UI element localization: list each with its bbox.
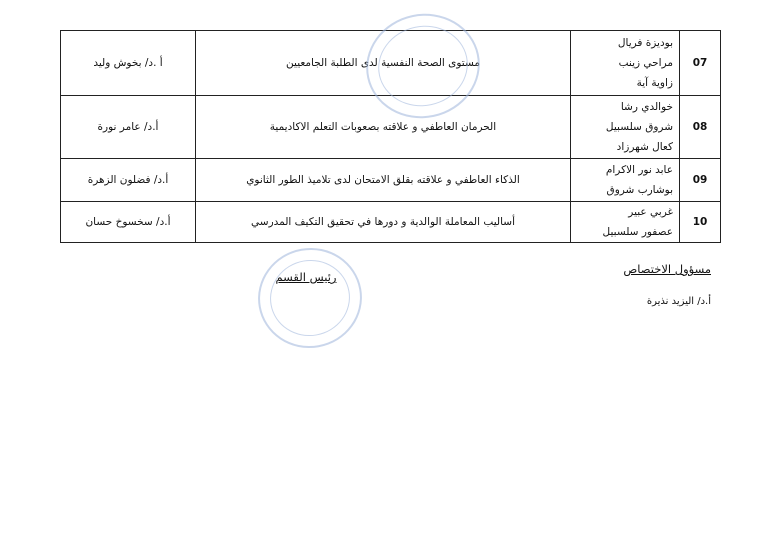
supervisor-name: أ .د/ بخوش وليد [61,31,196,96]
thesis-title: أساليب المعاملة الوالدية و دورها في تحقيق التكيف المدرسي [196,202,571,243]
students-cell [571,96,680,159]
stamp-inner-ring [264,254,356,343]
table-row [61,159,721,202]
row-number: 09 [680,159,721,202]
student-name: شروق سلسبيل [605,121,673,133]
supervisor-name: أ.د/ سخسوخ حسان [61,202,196,243]
thesis-title: الحرمان العاطفي و علاقته بصعوبات التعلم الاكاديمية [196,96,571,159]
supervisor-name: أ.د/ فضلون الزهرة [61,159,196,202]
table-row [61,202,721,243]
student-name: زاوية آية [636,77,673,89]
student-name: عصفور سلسبيل [602,226,673,238]
student-name: بوديزة فريال [617,37,673,49]
row-number: 10 [680,202,721,243]
student-name: كعال شهرزاد [616,141,673,153]
student-name: مراحي زينب [618,57,673,69]
thesis-title: الذكاء العاطفي و علاقته بقلق الامتحان لدى تلاميذ الطور الثانوي [196,159,571,202]
department-head-role: رئيس القسم [275,270,337,284]
stamp-inner-ring [371,18,476,115]
thesis-title: مستوى الصحة النفسية لدى الطلبة الجامعيين [196,31,571,96]
supervisor-name: أ.د/ عامر نورة [61,96,196,159]
student-name: خوالدي رشا [620,101,673,113]
students-cell [571,31,680,96]
department-stamp [250,240,370,357]
row-number: 08 [680,96,721,159]
row-number: 07 [680,31,721,96]
student-name: غربي عبير [628,206,673,218]
student-name: بوشارب شروق [606,184,673,196]
specialty-head-name: أ.د/ اليزيد نذيرة [646,296,711,307]
specialty-head-block [571,262,711,307]
specialty-head-role: مسؤول الاختصاص [623,262,711,276]
students-cell [571,202,680,243]
students-cell [571,159,680,202]
student-name: عابد نور الاكرام [605,164,673,176]
